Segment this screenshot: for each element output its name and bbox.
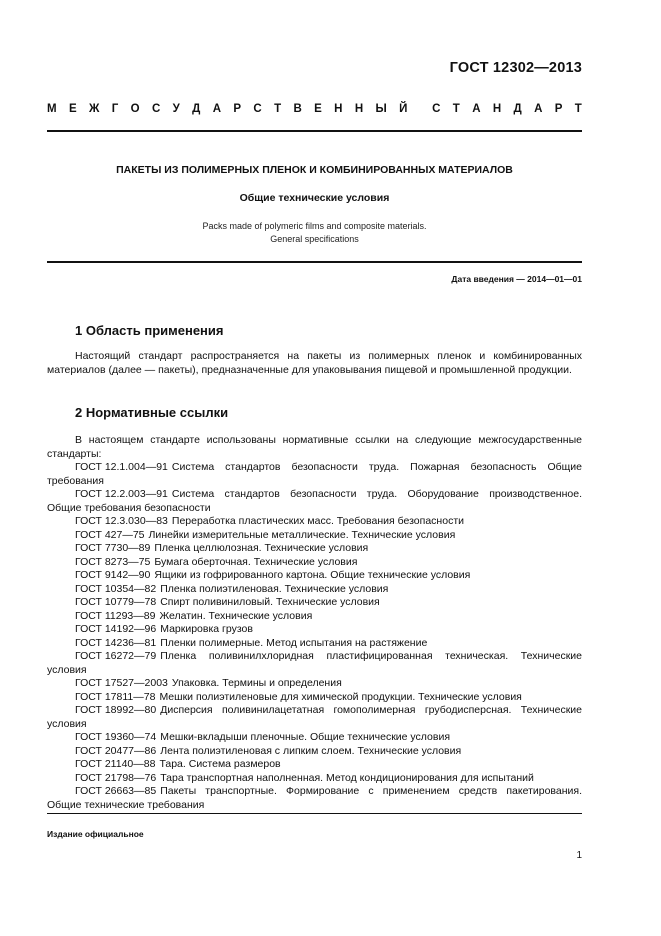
banner-letter: А [534,103,543,115]
reference-title: Пленка полиэтиленовая. Технические условия [160,582,389,595]
reference-item [47,745,582,759]
banner-letter: Т [274,103,282,115]
reference-title: Спирт поливиниловый. Технические условия [160,596,380,608]
reference-title: Упаковка. Термины и определения [171,677,342,689]
reference-code: ГОСТ 12.2.003—91 [75,488,168,500]
reference-code: ГОСТ 21140—88 [75,758,156,770]
reference-item [47,515,582,529]
reference-item [47,623,582,637]
reference-title: Тара транспортная наполненная. Метод кондиционирования для испытаний [160,771,534,784]
references-intro [47,434,582,461]
reference-title: Переработка пластических масс. Требования безопасности [171,515,464,527]
banner-letter: С [151,103,161,115]
reference-code: ГОСТ 14236—81 [75,636,157,649]
title-rule [47,261,582,263]
document-subtitle: Общие технические условия [239,192,390,204]
reference-title: Тара. Система размеров [159,758,281,770]
banner-letter: А [212,103,222,115]
reference-code: ГОСТ 7730—89 [75,542,151,554]
reference-title: Пакеты транспортные. Формирование с применением средств пакетирования. Общие технические требования [47,785,582,811]
reference-code: ГОСТ 21798—76 [75,771,157,784]
banner-letter: М [47,103,57,115]
banner-letter: Р [554,103,563,115]
reference-item [47,542,582,556]
banner-letter: Й [399,103,408,115]
reference-title: Пленки полимерные. Метод испытания на растяжение [160,636,428,649]
document-code: ГОСТ 12302—2013 [449,60,582,76]
reference-code: ГОСТ 9142—90 [75,569,151,581]
reference-item [47,772,582,786]
reference-item [47,569,582,583]
reference-code: ГОСТ 17527—2003 [75,677,168,689]
reference-code: ГОСТ 18992—80 [75,704,157,716]
reference-item [47,758,582,772]
banner-letter: Е [314,103,322,115]
banner-letter: С [432,103,441,115]
reference-item [47,677,582,691]
banner-letter: Т [452,103,460,115]
banner-letter: С [253,103,262,115]
reference-code: ГОСТ 14192—96 [75,623,157,635]
reference-code: ГОСТ 427—75 [75,528,145,541]
reference-title: Пленка поливинилхлоридная пластифицированная техническая. Технические условия [47,650,582,676]
references-intro-text: В настоящем стандарте использованы нормативные ссылки на следующие межгосударственные стандарты: [47,434,582,460]
banner-letter: Н [492,103,502,115]
reference-title: Маркировка грузов [160,623,253,635]
reference-item [47,488,582,515]
reference-item [47,583,582,597]
reference-item [47,556,582,570]
reference-title: Линейки измерительные металлические. Технические условия [148,528,456,541]
reference-code: ГОСТ 26663—85 [75,785,157,797]
banner-letter: А [472,103,481,115]
header-rule [47,130,582,132]
section-1-heading: 1 Область применения [75,323,224,338]
reference-title: Бумага оберточная. Технические условия [154,555,358,568]
normative-references [47,434,582,812]
english-title-line1: Packs made of polymeric films and composite materials. [202,221,427,231]
reference-item [47,731,582,745]
page-number: 1 [576,850,582,861]
banner-letter: Ы [375,103,387,115]
banner-letter: Ж [88,103,100,115]
banner-letter: Т [574,103,582,115]
banner-letter: О [130,103,140,115]
reference-code: ГОСТ 16272—79 [75,650,157,662]
interstate-standard-banner [47,103,582,121]
english-title-line2: General specifications [270,233,359,244]
banner-letter: Н [354,103,364,115]
reference-item [47,704,582,731]
reference-title: Мешки полиэтиленовые для химической продукции. Технические условия [159,690,522,703]
banner-letter: В [293,103,302,115]
reference-code: ГОСТ 8273—75 [75,555,151,568]
reference-item [47,650,582,677]
reference-item [47,691,582,705]
banner-letter: Г [111,103,119,115]
reference-title: Система стандартов безопасности труда. Оборудование производственное. Общие требования безопасности [47,488,582,514]
reference-item [47,461,582,488]
reference-item [47,785,582,812]
document-title: ПАКЕТЫ ИЗ ПОЛИМЕРНЫХ ПЛЕНОК И КОМБИНИРОВАННЫХ МАТЕРИАЛОВ [116,164,513,176]
reference-code: ГОСТ 10779—78 [75,596,157,608]
reference-title: Лента полиэтиленовая с липким слоем. Технические условия [160,744,462,757]
banner-letter: Е [68,103,77,115]
section-1-text-body: Настоящий стандарт распространяется на пакеты из полимерных пленок и комбинированных материалов (далее — пакеты), предназначенные для упаковывания пищевой и промышленной продукции. [47,350,582,376]
reference-item [47,610,582,624]
reference-title: Дисперсия поливинилацетатная гомополимерная грубодисперсная. Технические условия [47,704,582,730]
reference-code: ГОСТ 12.3.030—83 [75,515,168,527]
reference-code: ГОСТ 20477—86 [75,744,157,757]
reference-code: ГОСТ 17811—78 [75,690,156,703]
section-1-text [47,350,582,377]
reference-title: Ящики из гофрированного картона. Общие технические условия [154,569,471,581]
reference-code: ГОСТ 19360—74 [75,731,157,743]
reference-item [47,596,582,610]
reference-title: Мешки-вкладыши пленочные. Общие технические условия [160,731,451,743]
banner-letter: Р [233,103,242,115]
reference-title: Пленка целлюлозная. Технические условия [154,542,369,554]
reference-title: Желатин. Технические условия [159,609,313,622]
banner-letter: Д [513,103,522,115]
banner-letter: У [172,103,180,115]
english-title [47,220,582,245]
reference-code: ГОСТ 10354—82 [75,582,157,595]
reference-item [47,637,582,651]
banner-letter: Н [334,103,343,115]
banner-letter: Д [192,103,201,115]
reference-title: Система стандартов безопасности труда. Пожарная безопасность Общие требования [47,461,582,487]
footer-rule [47,813,582,814]
reference-item [47,529,582,543]
section-2-heading: 2 Нормативные ссылки [75,405,229,420]
reference-code: ГОСТ 12.1.004—91 [75,461,168,473]
reference-code: ГОСТ 11293—89 [75,609,156,622]
edition-note: Издание официальное [47,829,144,839]
introduction-date: Дата введения — 2014—01—01 [451,274,582,284]
